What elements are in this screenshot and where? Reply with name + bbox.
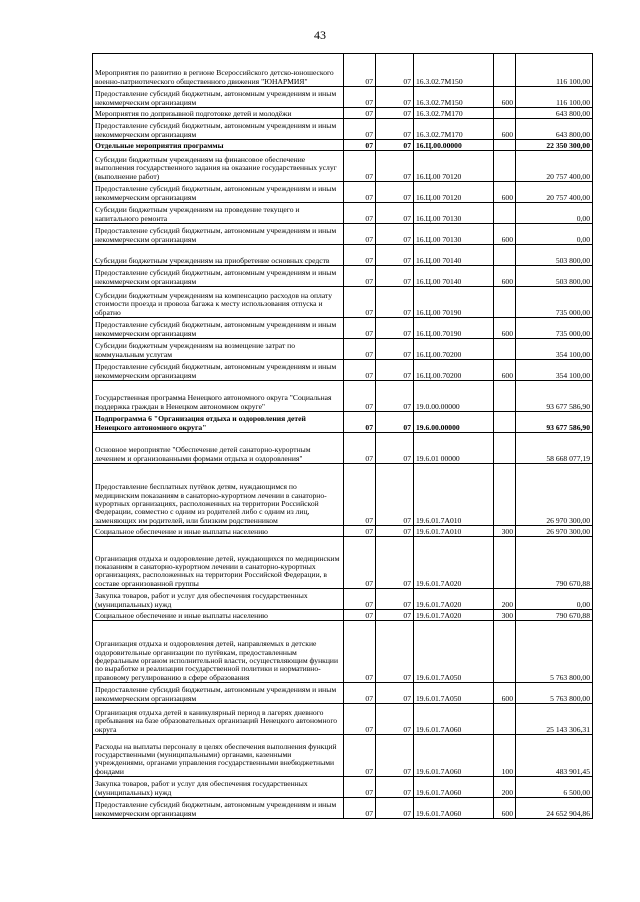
target-article-cell: 19.6.01.7А010 [414, 526, 494, 537]
subsection-code-cell: 07 [376, 777, 414, 798]
amount-cell: 643 800,00 [516, 108, 593, 119]
subsection-code-cell: 07 [376, 287, 414, 318]
section-code-cell: 07 [344, 119, 376, 140]
target-article-cell: 16.Ц.00 70120 [414, 151, 494, 182]
subsection-code-cell: 07 [376, 610, 414, 621]
subsection-code-cell: 07 [376, 318, 414, 339]
table-row [93, 108, 593, 119]
target-article-cell: 19.6.01.7А050 [414, 683, 494, 704]
expense-type-cell [494, 537, 516, 589]
amount-cell: 735 000,00 [516, 318, 593, 339]
amount-cell: 354 100,00 [516, 360, 593, 381]
amount-cell: 116 100,00 [516, 54, 593, 87]
section-code-cell: 07 [344, 704, 376, 735]
amount-cell: 790 670,88 [516, 610, 593, 621]
expense-name-cell: Предоставление субсидий бюджетным, автономным учреждениям и иным некоммерческим организациям [93, 360, 344, 381]
subsection-code-cell: 07 [376, 589, 414, 610]
amount-cell: 354 100,00 [516, 339, 593, 360]
subsection-code-cell: 07 [376, 526, 414, 537]
section-code-cell: 07 [344, 360, 376, 381]
target-article-cell: 19.6.01.7А020 [414, 537, 494, 589]
amount-cell: 22 350 300,00 [516, 140, 593, 151]
section-code-cell: 07 [344, 798, 376, 819]
target-article-cell: 19.6.01.7А020 [414, 589, 494, 610]
expense-type-cell: 600 [494, 360, 516, 381]
table-row [93, 151, 593, 182]
expense-name-cell: Предоставление субсидий бюджетным, автономным учреждениям и иным некоммерческим организациям [93, 266, 344, 287]
target-article-cell: 16.3.02.7М170 [414, 108, 494, 119]
expense-name-cell: Социальное обеспечение и иные выплаты населению [93, 526, 344, 537]
table-row [93, 610, 593, 621]
expense-type-cell [494, 464, 516, 526]
expense-type-cell: 600 [494, 683, 516, 704]
expense-type-cell [494, 151, 516, 182]
expense-name-cell: Отдельные мероприятия программы [93, 140, 344, 151]
table-row [93, 318, 593, 339]
budget-table-body [93, 54, 593, 819]
table-row [93, 433, 593, 464]
table-row [93, 735, 593, 777]
table-row [93, 245, 593, 266]
subsection-code-cell: 07 [376, 266, 414, 287]
section-code-cell: 07 [344, 683, 376, 704]
section-code-cell: 07 [344, 339, 376, 360]
expense-name-cell: Мероприятия по развитию в регионе Всероссийского детско-юношеского военно-патриотического общественного движения "ЮНАРМИЯ" [93, 54, 344, 87]
table-row [93, 266, 593, 287]
expense-type-cell [494, 433, 516, 464]
expense-name-cell: Государственная программа Ненецкого автономного округа "Социальная поддержка граждан в Ненецком автономном округе" [93, 381, 344, 412]
expense-type-cell: 200 [494, 589, 516, 610]
expense-type-cell [494, 621, 516, 683]
subsection-code-cell: 07 [376, 339, 414, 360]
amount-cell: 25 143 306,31 [516, 704, 593, 735]
subsection-code-cell: 07 [376, 621, 414, 683]
table-row [93, 140, 593, 151]
amount-cell: 58 668 077,19 [516, 433, 593, 464]
section-code-cell: 07 [344, 464, 376, 526]
table-row [93, 87, 593, 108]
target-article-cell: 16.3.02.7М150 [414, 54, 494, 87]
target-article-cell: 16.Ц.00.70200 [414, 360, 494, 381]
section-code-cell: 07 [344, 526, 376, 537]
section-code-cell: 07 [344, 735, 376, 777]
target-article-cell: 19.6.01.7А020 [414, 610, 494, 621]
target-article-cell: 16.Ц.00 70130 [414, 224, 494, 245]
expense-name-cell: Организация отдыха и оздоровление детей, нуждающихся по медицинским показаниям в санаторно-курортном лечении в санаторно-курортных организациях, расположенных на территории Российской Федерации, в составе организованной группы [93, 537, 344, 589]
expense-name-cell: Закупка товаров, работ и услуг для обеспечения государственных (муниципальных) нужд [93, 589, 344, 610]
section-code-cell: 07 [344, 318, 376, 339]
target-article-cell: 16.Ц.00.70200 [414, 339, 494, 360]
table-row [93, 798, 593, 819]
expense-name-cell: Основное мероприятие "Обеспечение детей санаторно-курортным лечением и организованными формами отдыха и оздоровления" [93, 433, 344, 464]
expense-type-cell: 200 [494, 777, 516, 798]
section-code-cell: 07 [344, 182, 376, 203]
expense-type-cell [494, 245, 516, 266]
table-row [93, 777, 593, 798]
expense-name-cell: Субсидии бюджетным учреждениям на проведение текущего и капитального ремонта [93, 203, 344, 224]
section-code-cell: 07 [344, 203, 376, 224]
expense-type-cell [494, 54, 516, 87]
expense-name-cell: Предоставление субсидий бюджетным, автономным учреждениям и иным некоммерческим организациям [93, 224, 344, 245]
expense-name-cell: Предоставление бесплатных путёвок детям, нуждающимся по медицинским показаниям в санаторно-курортном лечении в санаторно-курортных организациях, расположенных на территории Российской Федерации, совместно с одним из родителей либо с одним из лиц, заменяющих им родителей, или близким родственником [93, 464, 344, 526]
subsection-code-cell: 07 [376, 203, 414, 224]
table-row [93, 381, 593, 412]
expense-type-cell: 600 [494, 266, 516, 287]
target-article-cell: 16.3.02.7М170 [414, 119, 494, 140]
expense-name-cell: Субсидии бюджетным учреждениям на приобретение основных средств [93, 245, 344, 266]
subsection-code-cell: 07 [376, 798, 414, 819]
expense-type-cell: 600 [494, 87, 516, 108]
table-row [93, 360, 593, 381]
target-article-cell: 19.6.01.7А050 [414, 621, 494, 683]
expense-type-cell: 300 [494, 610, 516, 621]
expense-type-cell: 600 [494, 798, 516, 819]
budget-table [92, 53, 593, 819]
table-row [93, 119, 593, 140]
amount-cell: 26 970 300,00 [516, 464, 593, 526]
table-row [93, 339, 593, 360]
table-row [93, 54, 593, 87]
section-code-cell: 07 [344, 54, 376, 87]
amount-cell: 93 677 586,90 [516, 412, 593, 433]
expense-name-cell: Предоставление субсидий бюджетным, автономным учреждениям и иным некоммерческим организациям [93, 182, 344, 203]
target-article-cell: 16.Ц.00 70140 [414, 266, 494, 287]
table-row [93, 224, 593, 245]
amount-cell: 5 763 800,00 [516, 621, 593, 683]
section-code-cell: 07 [344, 108, 376, 119]
table-row [93, 182, 593, 203]
section-code-cell: 07 [344, 610, 376, 621]
target-article-cell: 19.0.00.00000 [414, 381, 494, 412]
amount-cell: 503 800,00 [516, 245, 593, 266]
expense-name-cell: Организация отдыха и оздоровления детей, направляемых в детские оздоровительные организации по путёвкам, предоставленным федеральным органом исполнительной власти, осуществляющим функции по выработке и реализации государственной политики и нормативно-правовому регулированию в сфере образования [93, 621, 344, 683]
expense-name-cell: Подпрограмма 6 "Организация отдыха и оздоровления детей Ненецкого автономного округа" [93, 412, 344, 433]
expense-name-cell: Расходы на выплаты персоналу в целях обеспечения выполнения функций государственными (муниципальными) органами, казенными учреждениями, органами управления государственными внебюджетными фондами [93, 735, 344, 777]
subsection-code-cell: 07 [376, 412, 414, 433]
amount-cell: 643 800,00 [516, 119, 593, 140]
subsection-code-cell: 07 [376, 87, 414, 108]
expense-name-cell: Предоставление субсидий бюджетным, автономным учреждениям и иным некоммерческим организациям [93, 87, 344, 108]
expense-type-cell [494, 140, 516, 151]
amount-cell: 790 670,88 [516, 537, 593, 589]
section-code-cell: 07 [344, 87, 376, 108]
section-code-cell: 07 [344, 777, 376, 798]
amount-cell: 0,00 [516, 203, 593, 224]
target-article-cell: 19.6.01 00000 [414, 433, 494, 464]
expense-type-cell [494, 381, 516, 412]
table-row [93, 203, 593, 224]
expense-type-cell [494, 108, 516, 119]
page-number: 43 [314, 28, 326, 42]
section-code-cell: 07 [344, 381, 376, 412]
section-code-cell: 07 [344, 224, 376, 245]
expense-name-cell: Субсидии бюджетным учреждениям на финансовое обеспечение выполнения государственного задания на оказание государственных услуг (выполнение работ) [93, 151, 344, 182]
subsection-code-cell: 07 [376, 108, 414, 119]
section-code-cell: 07 [344, 151, 376, 182]
section-code-cell: 07 [344, 287, 376, 318]
table-row [93, 464, 593, 526]
subsection-code-cell: 07 [376, 182, 414, 203]
subsection-code-cell: 07 [376, 704, 414, 735]
amount-cell: 93 677 586,90 [516, 381, 593, 412]
expense-type-cell: 300 [494, 526, 516, 537]
expense-type-cell: 600 [494, 318, 516, 339]
expense-name-cell: Предоставление субсидий бюджетным, автономным учреждениям и иным некоммерческим организациям [93, 119, 344, 140]
expense-type-cell: 600 [494, 119, 516, 140]
expense-type-cell [494, 203, 516, 224]
target-article-cell: 16.Ц.00.00000 [414, 140, 494, 151]
amount-cell: 6 500,00 [516, 777, 593, 798]
expense-type-cell: 600 [494, 224, 516, 245]
expense-name-cell: Предоставление субсидий бюджетным, автономным учреждениям и иным некоммерческим организациям [93, 683, 344, 704]
subsection-code-cell: 07 [376, 433, 414, 464]
amount-cell: 483 901,45 [516, 735, 593, 777]
subsection-code-cell: 07 [376, 683, 414, 704]
table-row [93, 704, 593, 735]
subsection-code-cell: 07 [376, 381, 414, 412]
target-article-cell: 16.Ц.00 70190 [414, 287, 494, 318]
subsection-code-cell: 07 [376, 224, 414, 245]
target-article-cell: 19.6.01.7А010 [414, 464, 494, 526]
section-code-cell: 07 [344, 140, 376, 151]
section-code-cell: 07 [344, 621, 376, 683]
expense-type-cell [494, 412, 516, 433]
table-row [93, 589, 593, 610]
target-article-cell: 16.Ц.00 70130 [414, 203, 494, 224]
subsection-code-cell: 07 [376, 245, 414, 266]
expense-type-cell [494, 704, 516, 735]
target-article-cell: 16.Ц.00.70190 [414, 318, 494, 339]
table-row [93, 537, 593, 589]
subsection-code-cell: 07 [376, 151, 414, 182]
target-article-cell: 19.6.00.00000 [414, 412, 494, 433]
target-article-cell: 19.6.01.7А060 [414, 777, 494, 798]
table-row [93, 621, 593, 683]
amount-cell: 0,00 [516, 224, 593, 245]
expense-name-cell: Предоставление субсидий бюджетным, автономным учреждениям и иным некоммерческим организациям [93, 798, 344, 819]
amount-cell: 26 970 300,00 [516, 526, 593, 537]
subsection-code-cell: 07 [376, 464, 414, 526]
section-code-cell: 07 [344, 266, 376, 287]
expense-name-cell: Закупка товаров, работ и услуг для обеспечения государственных (муниципальных) нужд [93, 777, 344, 798]
subsection-code-cell: 07 [376, 119, 414, 140]
table-row [93, 287, 593, 318]
target-article-cell: 16.3.02.7М150 [414, 87, 494, 108]
amount-cell: 24 652 904,86 [516, 798, 593, 819]
expense-type-cell: 100 [494, 735, 516, 777]
subsection-code-cell: 07 [376, 54, 414, 87]
amount-cell: 503 800,00 [516, 266, 593, 287]
amount-cell: 116 100,00 [516, 87, 593, 108]
expense-name-cell: Предоставление субсидий бюджетным, автономным учреждениям и иным некоммерческим организациям [93, 318, 344, 339]
amount-cell: 735 000,00 [516, 287, 593, 318]
table-row [93, 412, 593, 433]
expense-name-cell: Мероприятия по допризывной подготовке детей и молодёжи [93, 108, 344, 119]
subsection-code-cell: 07 [376, 140, 414, 151]
expense-type-cell: 600 [494, 182, 516, 203]
amount-cell: 5 763 800,00 [516, 683, 593, 704]
expense-type-cell [494, 339, 516, 360]
section-code-cell: 07 [344, 589, 376, 610]
expense-name-cell: Субсидии бюджетным учреждениям на компенсацию расходов на оплату стоимости проезда и провоза багажа к месту использования отпуска и обратно [93, 287, 344, 318]
amount-cell: 20 757 400,00 [516, 182, 593, 203]
expense-name-cell: Субсидии бюджетным учреждениям на возмещение затрат по коммунальным услугам [93, 339, 344, 360]
target-article-cell: 16.Ц.00 70140 [414, 245, 494, 266]
expense-type-cell [494, 287, 516, 318]
section-code-cell: 07 [344, 412, 376, 433]
section-code-cell: 07 [344, 433, 376, 464]
table-row [93, 526, 593, 537]
section-code-cell: 07 [344, 245, 376, 266]
expense-name-cell: Социальное обеспечение и иные выплаты населению [93, 610, 344, 621]
target-article-cell: 16.Ц.00 70120 [414, 182, 494, 203]
expense-name-cell: Организация отдыха детей в каникулярный период в лагерях дневного пребывания на базе образовательных организаций Ненецкого автономного округа [93, 704, 344, 735]
amount-cell: 0,00 [516, 589, 593, 610]
table-row [93, 683, 593, 704]
target-article-cell: 19.6.01.7А060 [414, 735, 494, 777]
target-article-cell: 19.6.01.7А060 [414, 798, 494, 819]
subsection-code-cell: 07 [376, 360, 414, 381]
section-code-cell: 07 [344, 537, 376, 589]
subsection-code-cell: 07 [376, 735, 414, 777]
target-article-cell: 19.6.01.7А060 [414, 704, 494, 735]
amount-cell: 20 757 400,00 [516, 151, 593, 182]
subsection-code-cell: 07 [376, 537, 414, 589]
